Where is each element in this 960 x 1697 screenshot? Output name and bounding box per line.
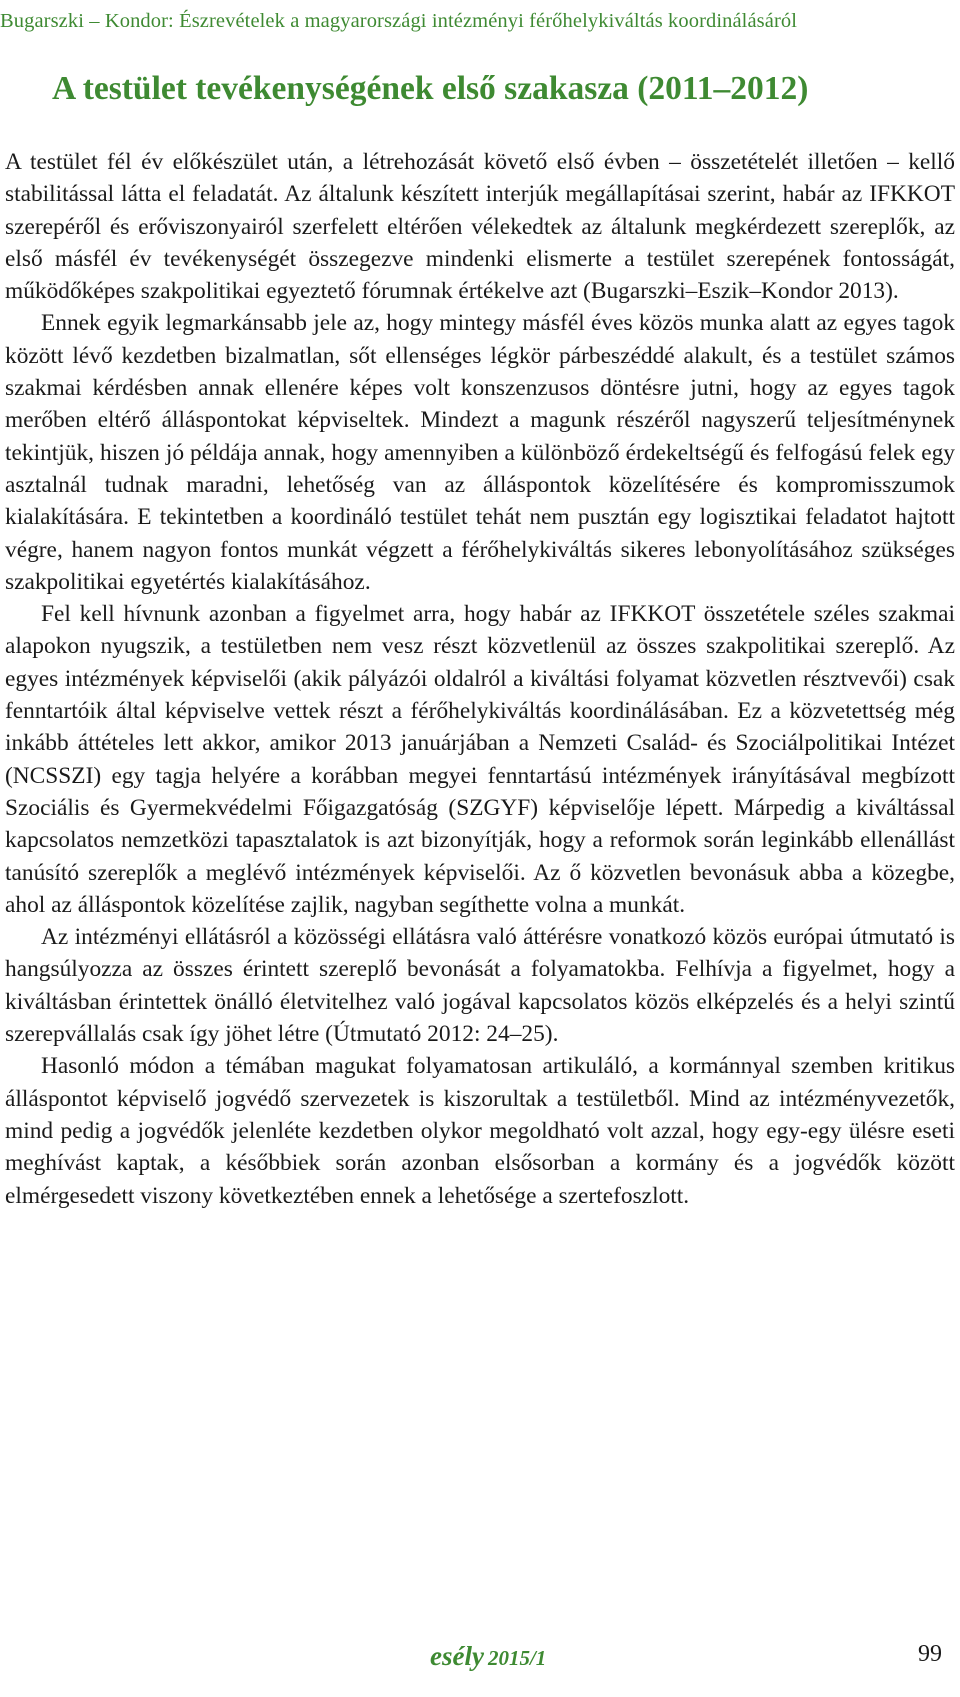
section-title: A testület tevékenységének első szakasza (2011–2012) [52, 70, 809, 107]
paragraph: Az intézményi ellátásról a közösségi ellátásra való áttérésre vonatkozó közös európai útmutató is hangsúlyozza az összes érintett szereplő bevonását a folyamatokba. Felhívja a figyelmet, hogy a kiváltásban érintettek önálló életvitelhez való jogával kapcsolatos közös elképzelés és a helyi szintű szerepvállalás csak így jöhet létre (Útmutató 2012: 24–25). [5, 924, 955, 1048]
article-body [5, 146, 955, 1212]
paragraph: Fel kell hívnunk azonban a figyelmet arra, hogy habár az IFKKOT összetétele széles szakmai alapokon nyugszik, a testületben nem vesz részt közvetlenül az összes szakpolitikai szereplő. Az egyes intézmények képviselői (akik pályázói oldalról a kiváltási folyamat közvetlen résztvevői) csak fenntartóik által képviselve vettek részt a férőhelykiváltás koordinálásában. Ez a közvetettség még inkább áttételes lett akkor, amikor 2013 januárjában a Nemzeti Család- és Szociálpolitikai Intézet (NCSSZI) egy tagja helyére a korábban megyei fenntartású intézmények irányításával megbízott Szociális és Gyermekvédelmi Főigazgatóság (SZGYF) képviselője lépett. Márpedig a kiváltással kapcsolatos nemzetközi tapasztalatok is azt bizonyítják, hogy a reformok során leginkább ellenállást tanúsító szereplők a meglévő intézmények képviselői. Az ő közvetlen bevonásuk abba a közegbe, ahol az álláspontok közelítése zajlik, nagyban segíthette volna a munkát. [5, 601, 955, 918]
page-number: 99 [918, 1641, 942, 1667]
journal-name: esély [430, 1641, 484, 1671]
paragraph: Ennek egyik legmarkánsabb jele az, hogy mintegy másfél éves közös munka alatt az egyes tagok között lévő kezdetben bizalmatlan, sőt ellenséges légkör párbeszéddé alakult, és a testület számos szakmai kérdésben annak ellenére képes volt konszenzusos döntésre jutni, hogy az egyes tagok merőben eltérő álláspontokat képviseltek. Mindezt a magunk részéről nagyszerű teljesítménynek tekintjük, hiszen jó példája annak, hogy amennyiben a különböző érdekeltségű és felfogású felek egy asztalnál tudnak maradni, lehetőség van az álláspontok közelítésére és kompromisszumok kialakítására. E tekintetben a koordináló testület tehát nem pusztán egy logisztikai feladatot hajtott végre, hanem nagyon fontos munkát végzett a férőhelykiváltás sikeres lebonyolításához szükséges szakpolitikai egyetértés kialakításához. [5, 310, 955, 595]
page-footer [0, 1641, 960, 1681]
paragraph: A testület fél év előkészület után, a létrehozását követő első évben – összetételét illetően – kellő stabilitással látta el feladatát. Az általunk készített interjúk megállapításai szerint, habár az IFKKOT szerepéről és erőviszonyairól szerfelett eltérően vélekedtek az általunk megkérdezett szereplők, az első másfél év tevékenységét összegezve mindenki elismerte a testület szerepének fontosságát, működőképes szakpolitikai egyeztető fórumnak értékelve azt (Bugarszki–Eszik–Kondor 2013). [5, 149, 955, 305]
journal-logo [430, 1641, 546, 1672]
journal-issue: 2015/1 [487, 1646, 547, 1670]
running-header: Bugarszki – Kondor: Észrevételek a magyarországi intézményi férőhelykiváltás koordinálásáról [0, 10, 798, 32]
paragraph: Hasonló módon a témában magukat folyamatosan artikuláló, a kormánnyal szemben kritikus álláspontot képviselő jogvédő szervezetek is kiszorultak a testületből. Mind az intézményvezetők, mind pedig a jogvédők jelenléte kezdetben olykor megoldható volt azzal, hogy egy-egy ülésre eseti meghívást kaptak, a későbbiek során azonban elsősorban a kormány és a jogvédők között elmérgesedett viszony következtében ennek a lehetősége a szertefoszlott. [5, 1053, 955, 1209]
